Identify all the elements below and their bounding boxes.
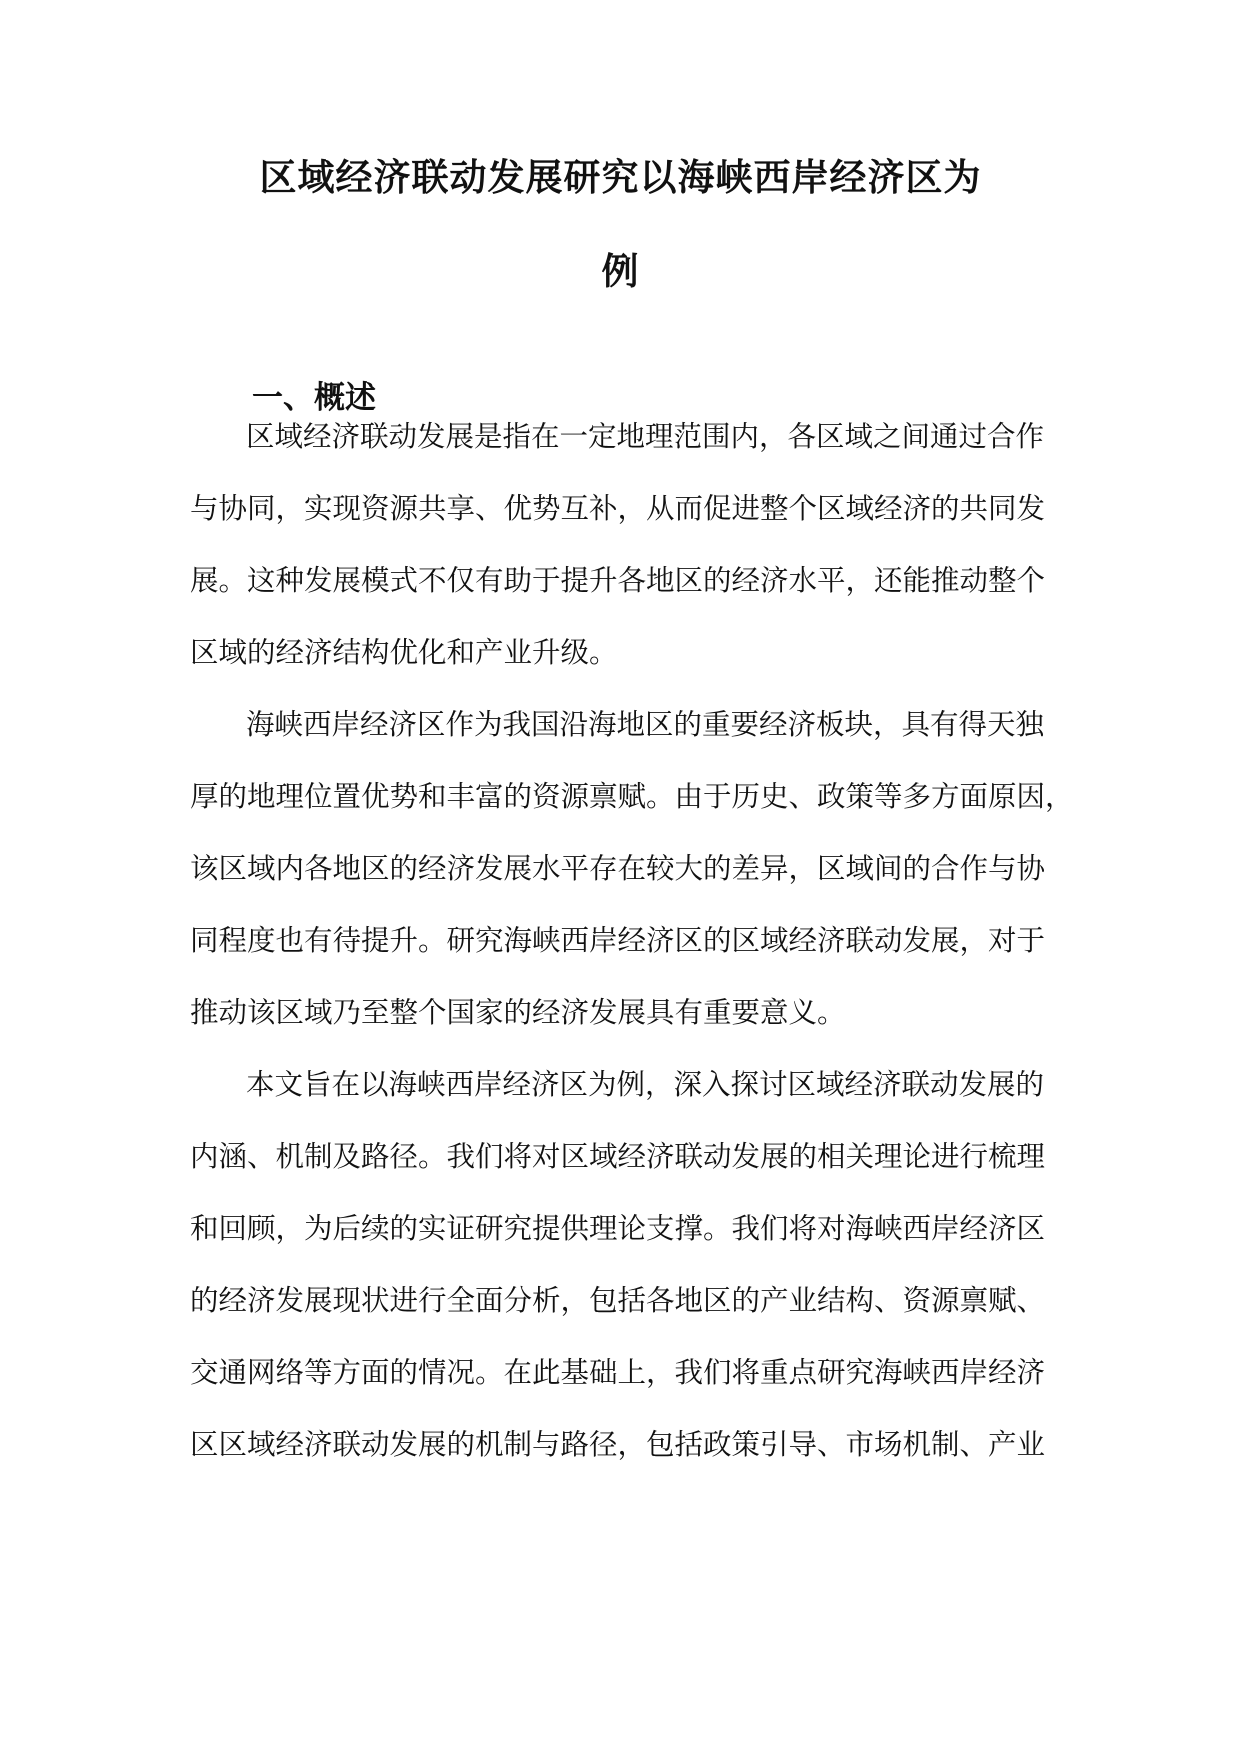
paragraph-3-line-2: 内涵、机制及路径。我们将对区域经济联动发展的相关理论进行梳理 [190,1140,1046,1173]
paragraph-3-line-6: 区区域经济联动发展的机制与路径，包括政策引导、市场机制、产业 [190,1428,1046,1461]
paragraph-2-line-3: 该区域内各地区的经济发展水平存在较大的差异，区域间的合作与协 [190,852,1046,885]
paragraph-1-line-3: 展。这种发展模式不仅有助于提升各地区的经济水平，还能推动整个 [190,564,1046,597]
paragraph-2-line-1: 海峡西岸经济区作为我国沿海地区的重要经济板块，具有得天独 [246,708,1045,741]
paragraph-1-line-1: 区域经济联动发展是指在一定地理范围内，各区域之间通过合作 [246,420,1045,453]
paragraph-3-line-3: 和回顾，为后续的实证研究提供理论支撑。我们将对海峡西岸经济区 [190,1212,1046,1245]
paragraph-1-line-4: 区域的经济结构优化和产业升级。 [190,636,618,669]
paragraph-1-line-2: 与协同，实现资源共享、优势互补，从而促进整个区域经济的共同发 [190,492,1046,525]
document-title-line-1: 区域经济联动发展研究以海峡西岸经济区为 [259,156,982,199]
document-title-line-2: 例 [601,250,640,293]
paragraph-3-line-5: 交通网络等方面的情况。在此基础上，我们将重点研究海峡西岸经济 [190,1356,1046,1389]
paragraph-3-line-1: 本文旨在以海峡西岸经济区为例，深入探讨区域经济联动发展的 [246,1068,1045,1101]
section-heading: 一、概述 [252,380,376,416]
paragraph-3-line-4: 的经济发展现状进行全面分析，包括各地区的产业结构、资源禀赋、 [190,1284,1046,1317]
paragraph-2-line-2: 厚的地理位置优势和丰富的资源禀赋。由于历史、政策等多方面原因， [190,780,1074,813]
paragraph-2-line-4: 同程度也有待提升。研究海峡西岸经济区的区域经济联动发展，对于 [190,924,1046,957]
paragraph-2-line-5: 推动该区域乃至整个国家的经济发展具有重要意义。 [190,996,846,1029]
